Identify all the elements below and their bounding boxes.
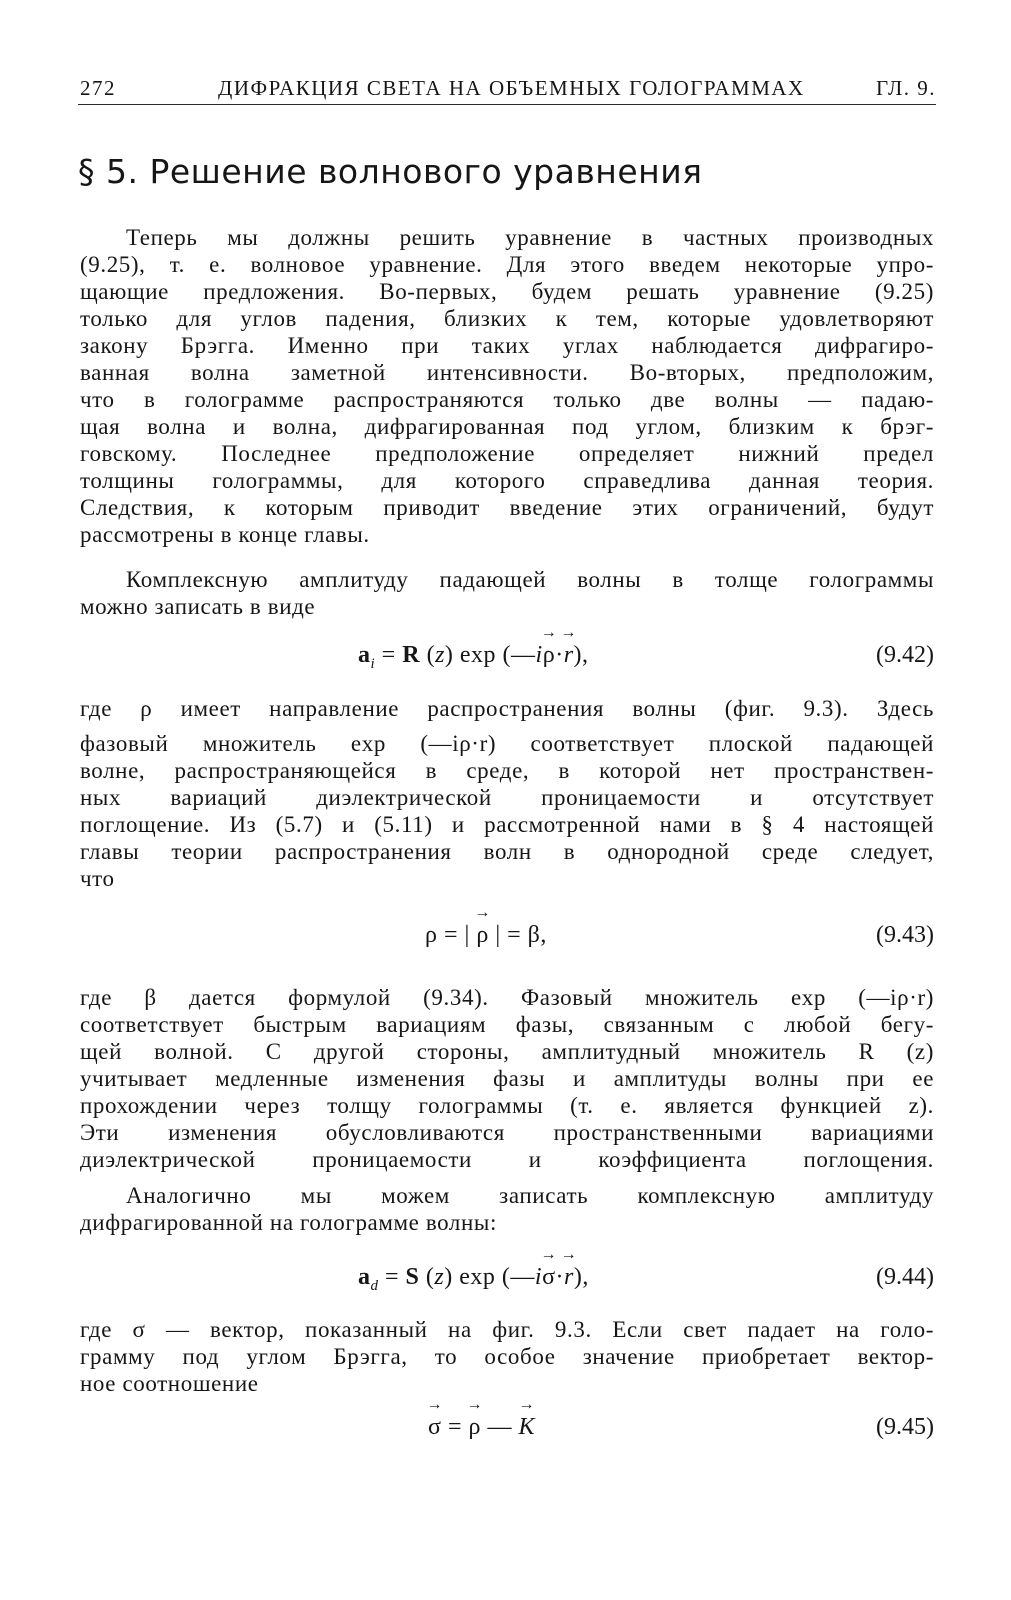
text-line: где ρ имеет направление распространения волны (фиг. 9.3). Здесь [80, 696, 934, 721]
text-line: ных вариаций диэлектрической проницаемости и отсутствует [80, 785, 934, 810]
text-line: поглощение. Из (5.7) и (5.11) и рассмотренной нами в § 4 настоящей [80, 812, 934, 837]
text-line: щая волна и волна, дифрагированная под углом, близким к брэг- [80, 414, 934, 439]
text-line: щающие предложения. Во-первых, будем решать уравнение (9.25) [80, 279, 934, 304]
formula: → σ = → ρ — → K [428, 1414, 535, 1441]
formula: ρ = | → ρ | = β, [425, 922, 547, 949]
paragraph-1 [80, 224, 934, 548]
equation-9-45 [80, 1414, 934, 1448]
text-line: говскому. Последнее предположение определяет нижний предел [80, 441, 934, 466]
paragraph-2 [80, 566, 934, 620]
text-line: ванная волна заметной интенсивности. Во-вторых, предположим, [80, 360, 934, 385]
text-line: главы теории распространения волн в однородной среде следует, [80, 839, 934, 864]
running-head [78, 76, 936, 106]
text-line: можно записать в виде [80, 594, 316, 619]
text-line: что в голограмме распространяются только две волны — падаю- [80, 387, 934, 412]
text-line: дифрагированной на голограмме волны: [80, 1210, 497, 1235]
running-title: ДИФРАКЦИЯ СВЕТА НА ОБЪЕМНЫХ ГОЛОГРАММАХ [218, 76, 805, 100]
equation-9-42 [80, 642, 934, 676]
equation-number: (9.42) [876, 642, 934, 668]
text-line: Следствия, к которым приводит введение этих ограничений, будут [80, 495, 934, 520]
text-line: где β дается формулой (9.34). Фазовый множитель exp (—iρ·r) [80, 985, 934, 1010]
section-title: § 5. Решение волнового уравнения [78, 152, 703, 191]
equation-number: (9.43) [876, 922, 934, 948]
text-line: прохождении через толщу голограммы (т. е. является функцией z). [80, 1093, 934, 1118]
text-line: Комплексную амплитуду падающей волны в толще голограммы [126, 567, 934, 592]
paragraph-6 [80, 1316, 934, 1397]
text-line: что [80, 866, 115, 891]
text-line: ное соотношение [80, 1371, 259, 1396]
equation-number: (9.44) [876, 1264, 934, 1290]
equation-9-44 [80, 1264, 934, 1298]
text-line: толщины голограммы, для которого справедлива данная теория. [80, 468, 934, 493]
text-line: соответствует быстрым вариациям фазы, связанным с любой бегу- [80, 1012, 934, 1037]
text-line: (9.25), т. е. волновое уравнение. Для этого введем некоторые упро- [80, 252, 934, 277]
text-line: Эти изменения обусловливаются пространственными вариациями [80, 1120, 934, 1145]
header-rule [78, 104, 936, 105]
text-line: только для углов падения, близких к тем, которые удовлетворяют [80, 306, 934, 331]
chapter-label: ГЛ. 9. [875, 76, 936, 100]
formula: $a_i = R$ (z) exp (—i→ ρ·→ r), [358, 642, 589, 673]
text-line: волне, распространяющейся в среде, в которой нет пространствен- [80, 758, 934, 783]
paragraph-5 [80, 1182, 934, 1236]
text-line: закону Брэгга. Именно при таких углах наблюдается дифрагиро- [80, 333, 934, 358]
formula: $a_d = S$ (z) exp (—i→ σ·→ r), [358, 1264, 589, 1295]
text-line: рассмотрены в конце главы. [80, 522, 370, 547]
text-line: грамму под углом Брэгга, то особое значение приобретает вектор- [80, 1344, 934, 1369]
page-number: 272 [80, 76, 116, 100]
equation-9-43 [80, 922, 934, 956]
equation-number: (9.45) [876, 1414, 934, 1440]
paragraph-4 [80, 984, 934, 1173]
text-line: диэлектрической проницаемости и коэффициента поглощения. [80, 1147, 934, 1172]
text-line: Аналогично мы можем записать комплексную амплитуду [126, 1183, 934, 1208]
text-line: учитывает медленные изменения фазы и амплитуды волны при ее [80, 1066, 934, 1091]
text-line: фазовый множитель exp (—iρ·r) соответствует плоской падающей [80, 731, 934, 756]
text-line: Теперь мы должны решить уравнение в частных производных [126, 225, 934, 250]
text-line: щей волной. С другой стороны, амплитудный множитель R (z) [80, 1039, 934, 1064]
paragraph-3 [80, 695, 934, 892]
text-line: где σ — вектор, показанный на фиг. 9.3. Если свет падает на голо- [80, 1317, 934, 1342]
